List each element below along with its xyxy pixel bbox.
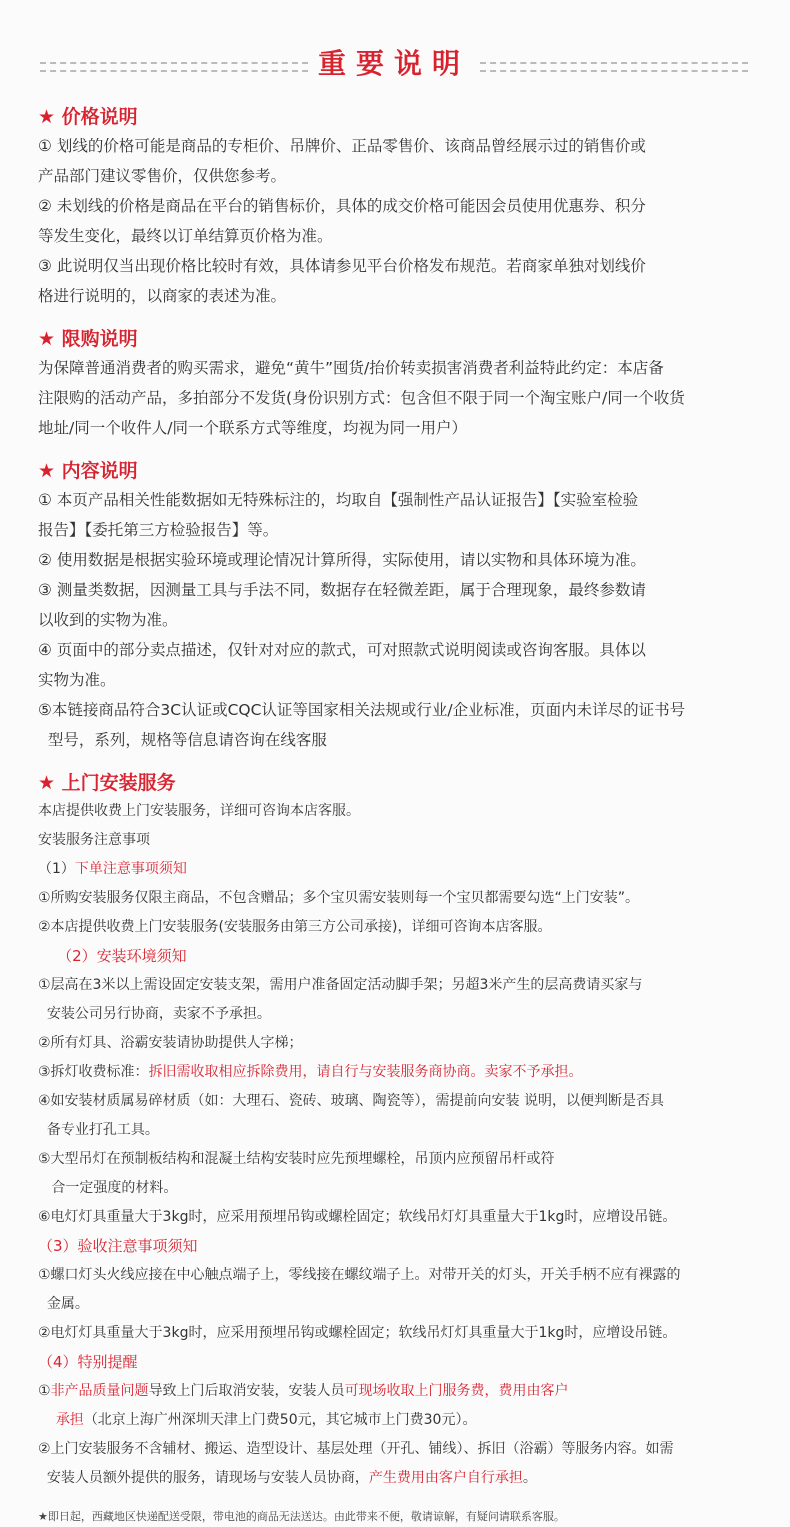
content-line: ④ 页面中的部分卖点描述，仅针对对应的款式，可对照款式说明阅读或咨询客服。具体以	[38, 641, 646, 659]
install-s1-prefix: （1）	[38, 861, 75, 877]
install-s3-line: 金属。	[38, 1296, 89, 1312]
install-s4-line	[38, 1406, 778, 1435]
install-s3-title: （3）验收注意事项须知	[38, 1237, 198, 1255]
price-line: ② 未划线的价格是商品在平台的销售标价，具体的成交价格可能因会员使用优惠券、积分	[38, 197, 646, 215]
install-s2-fee-label: ③拆灯收费标准：	[38, 1064, 149, 1080]
install-s2-fee-warning: 拆旧需收取相应拆除费用，请自行与安装服务商协商。卖家不予承担。	[148, 1064, 583, 1080]
content-line: 型号，系列，规格等信息请咨询在线客服	[38, 731, 327, 749]
install-s2-line	[38, 1058, 778, 1087]
install-s3-line: ①螺口灯头火线应接在中心触点端子上，零线接在螺纹端子上。对带开关的灯头，开关手柄不应有裸露的	[38, 1267, 681, 1283]
limit-section-title: ★ 限购说明	[38, 328, 138, 350]
limit-line: 为保障普通消费者的购买需求，避免“黄牛”囤货/抬价转卖损害消费者利益特此约定：本店备	[38, 359, 664, 377]
content-section-title: ★ 内容说明	[38, 460, 138, 482]
price-section-title: ★ 价格说明	[38, 106, 138, 128]
price-line: 等发生变化，最终以订单结算页价格为准。	[38, 227, 333, 245]
content-line: ③ 测量类数据，因测量工具与手法不同，数据存在轻微差距，属于合理现象，最终参数请	[38, 581, 646, 599]
install-s4-red: 可现场收取上门服务费，费用由客户	[344, 1383, 569, 1399]
install-s2-line: ②所有灯具、浴霸安装请协助提供人字梯；	[38, 1035, 303, 1051]
content-line: ⑤本链接商品符合3C认证或CQC认证等国家相关法规或行业/企业标准，页面内未详尽的证书号	[38, 701, 686, 719]
install-s4-red: 承担	[38, 1412, 84, 1428]
price-line: ③ 此说明仅当出现价格比较时有效，具体请参见平台价格发布规范。若商家单独对划线价	[38, 257, 646, 275]
limit-line: 注限购的活动产品，多拍部分不发货(身份识别方式：包含但不限于同一个淘宝账户/同一个收货	[38, 389, 685, 407]
install-s2-line: ①层高在3米以上需设固定安装支架，需用户准备固定活动脚手架；另超3米产生的层高费请买家与	[38, 977, 643, 993]
install-s4-text: 导致上门后取消安装，安装人员	[148, 1383, 345, 1399]
install-s1-heading	[38, 855, 778, 884]
footer-note: ★即日起，西藏地区快递配送受限，带电池的商品无法送达。由此带来不便，敬请谅解，有疑问请联系客服。	[38, 1510, 565, 1523]
page-header	[40, 42, 748, 86]
install-s1-line: ①所购安装服务仅限主商品，不包含赠品；多个宝贝需安装则每一个宝贝都需要勾选“上门安装”。	[38, 890, 640, 906]
content-section	[38, 457, 778, 755]
price-line: 格进行说明的，以商家的表述为准。	[38, 287, 287, 305]
install-s3-line: ②电灯灯具重量大于3kg时，应采用预埋吊钩或螺栓固定；软线吊灯灯具重量大于1kg时，应增设吊链。	[38, 1325, 677, 1341]
page-title: 重要说明	[317, 47, 470, 80]
install-s2-line: 备专业打孔工具。	[38, 1122, 159, 1138]
install-notes-title: 安装服务注意事项	[38, 832, 150, 848]
install-s2-line: ⑥电灯灯具重量大于3kg时，应采用预埋吊钩或螺栓固定；软线吊灯灯具重量大于1kg时，应增设吊链。	[38, 1209, 677, 1225]
limit-section	[38, 325, 778, 443]
price-line: ① 划线的价格可能是商品的专柜价、吊牌价、正品零售价、该商品曾经展示过的销售价或	[38, 137, 646, 155]
install-s2-line: 安装公司另行协商，卖家不予承担。	[38, 1006, 271, 1022]
install-s4-red: 非产品质量问题	[50, 1383, 149, 1399]
install-section-title: ★ 上门安装服务	[38, 772, 176, 794]
install-s4-line	[38, 1464, 778, 1493]
install-s4-line: ②上门安装服务不含辅材、搬运、造型设计、基层处理（开孔、铺线）、拆旧（浴霸）等服务内容。如需	[38, 1441, 674, 1457]
install-s1-line: ②本店提供收费上门安装服务(安装服务由第三方公司承接)，详细可咨询本店客服。	[38, 919, 552, 935]
install-s1-title: 下单注意事项须知	[74, 861, 187, 877]
install-s2-line: ⑤大型吊灯在预制板结构和混凝土结构安装时应先预埋螺栓，吊顶内应预留吊杆或符	[38, 1151, 555, 1167]
content-line: 以收到的实物为准。	[38, 611, 178, 629]
content-line: 报告】【委托第三方检验报告】等。	[38, 521, 279, 539]
install-s2-line: ④如安装材质属易碎材质（如：大理石、瓷砖、玻璃、陶瓷等），需提前向安装 说明，以便判断是否具	[38, 1093, 664, 1109]
install-s4-text: 安装人员额外提供的服务，请现场与安装人员协商，	[38, 1470, 369, 1486]
install-s4-red: 产生费用由客户自行承担	[368, 1470, 523, 1486]
limit-line: 地址/同一个收件人/同一个联系方式等维度，均视为同一用户）	[38, 419, 467, 437]
content-line: 实物为准。	[38, 671, 116, 689]
install-s2-line: 合一定强度的材料。	[38, 1180, 178, 1196]
install-s4-text: 。	[522, 1470, 537, 1486]
price-section	[38, 103, 778, 311]
install-s2-title: （2）安装环境须知	[38, 947, 187, 965]
install-s4-line	[38, 1377, 778, 1406]
header-divider-right	[480, 62, 748, 72]
content-line: ② 使用数据是根据实验环境或理论情况计算所得，实际使用，请以实物和具体环境为准。	[38, 551, 646, 569]
install-s4-text: （北京上海广州深圳天津上门费50元，其它城市上门费30元）。	[83, 1412, 477, 1428]
price-line: 产品部门建议零售价，仅供您参考。	[38, 167, 287, 185]
notice-content	[38, 100, 778, 1493]
install-s4-num: ①	[38, 1383, 51, 1399]
install-intro: 本店提供收费上门安装服务，详细可咨询本店客服。	[38, 803, 360, 819]
content-line: ① 本页产品相关性能数据如无特殊标注的，均取自【强制性产品认证报告】【实验室检验	[38, 491, 639, 509]
install-section	[38, 769, 778, 1493]
install-s4-title: （4）特别提醒	[38, 1353, 138, 1371]
